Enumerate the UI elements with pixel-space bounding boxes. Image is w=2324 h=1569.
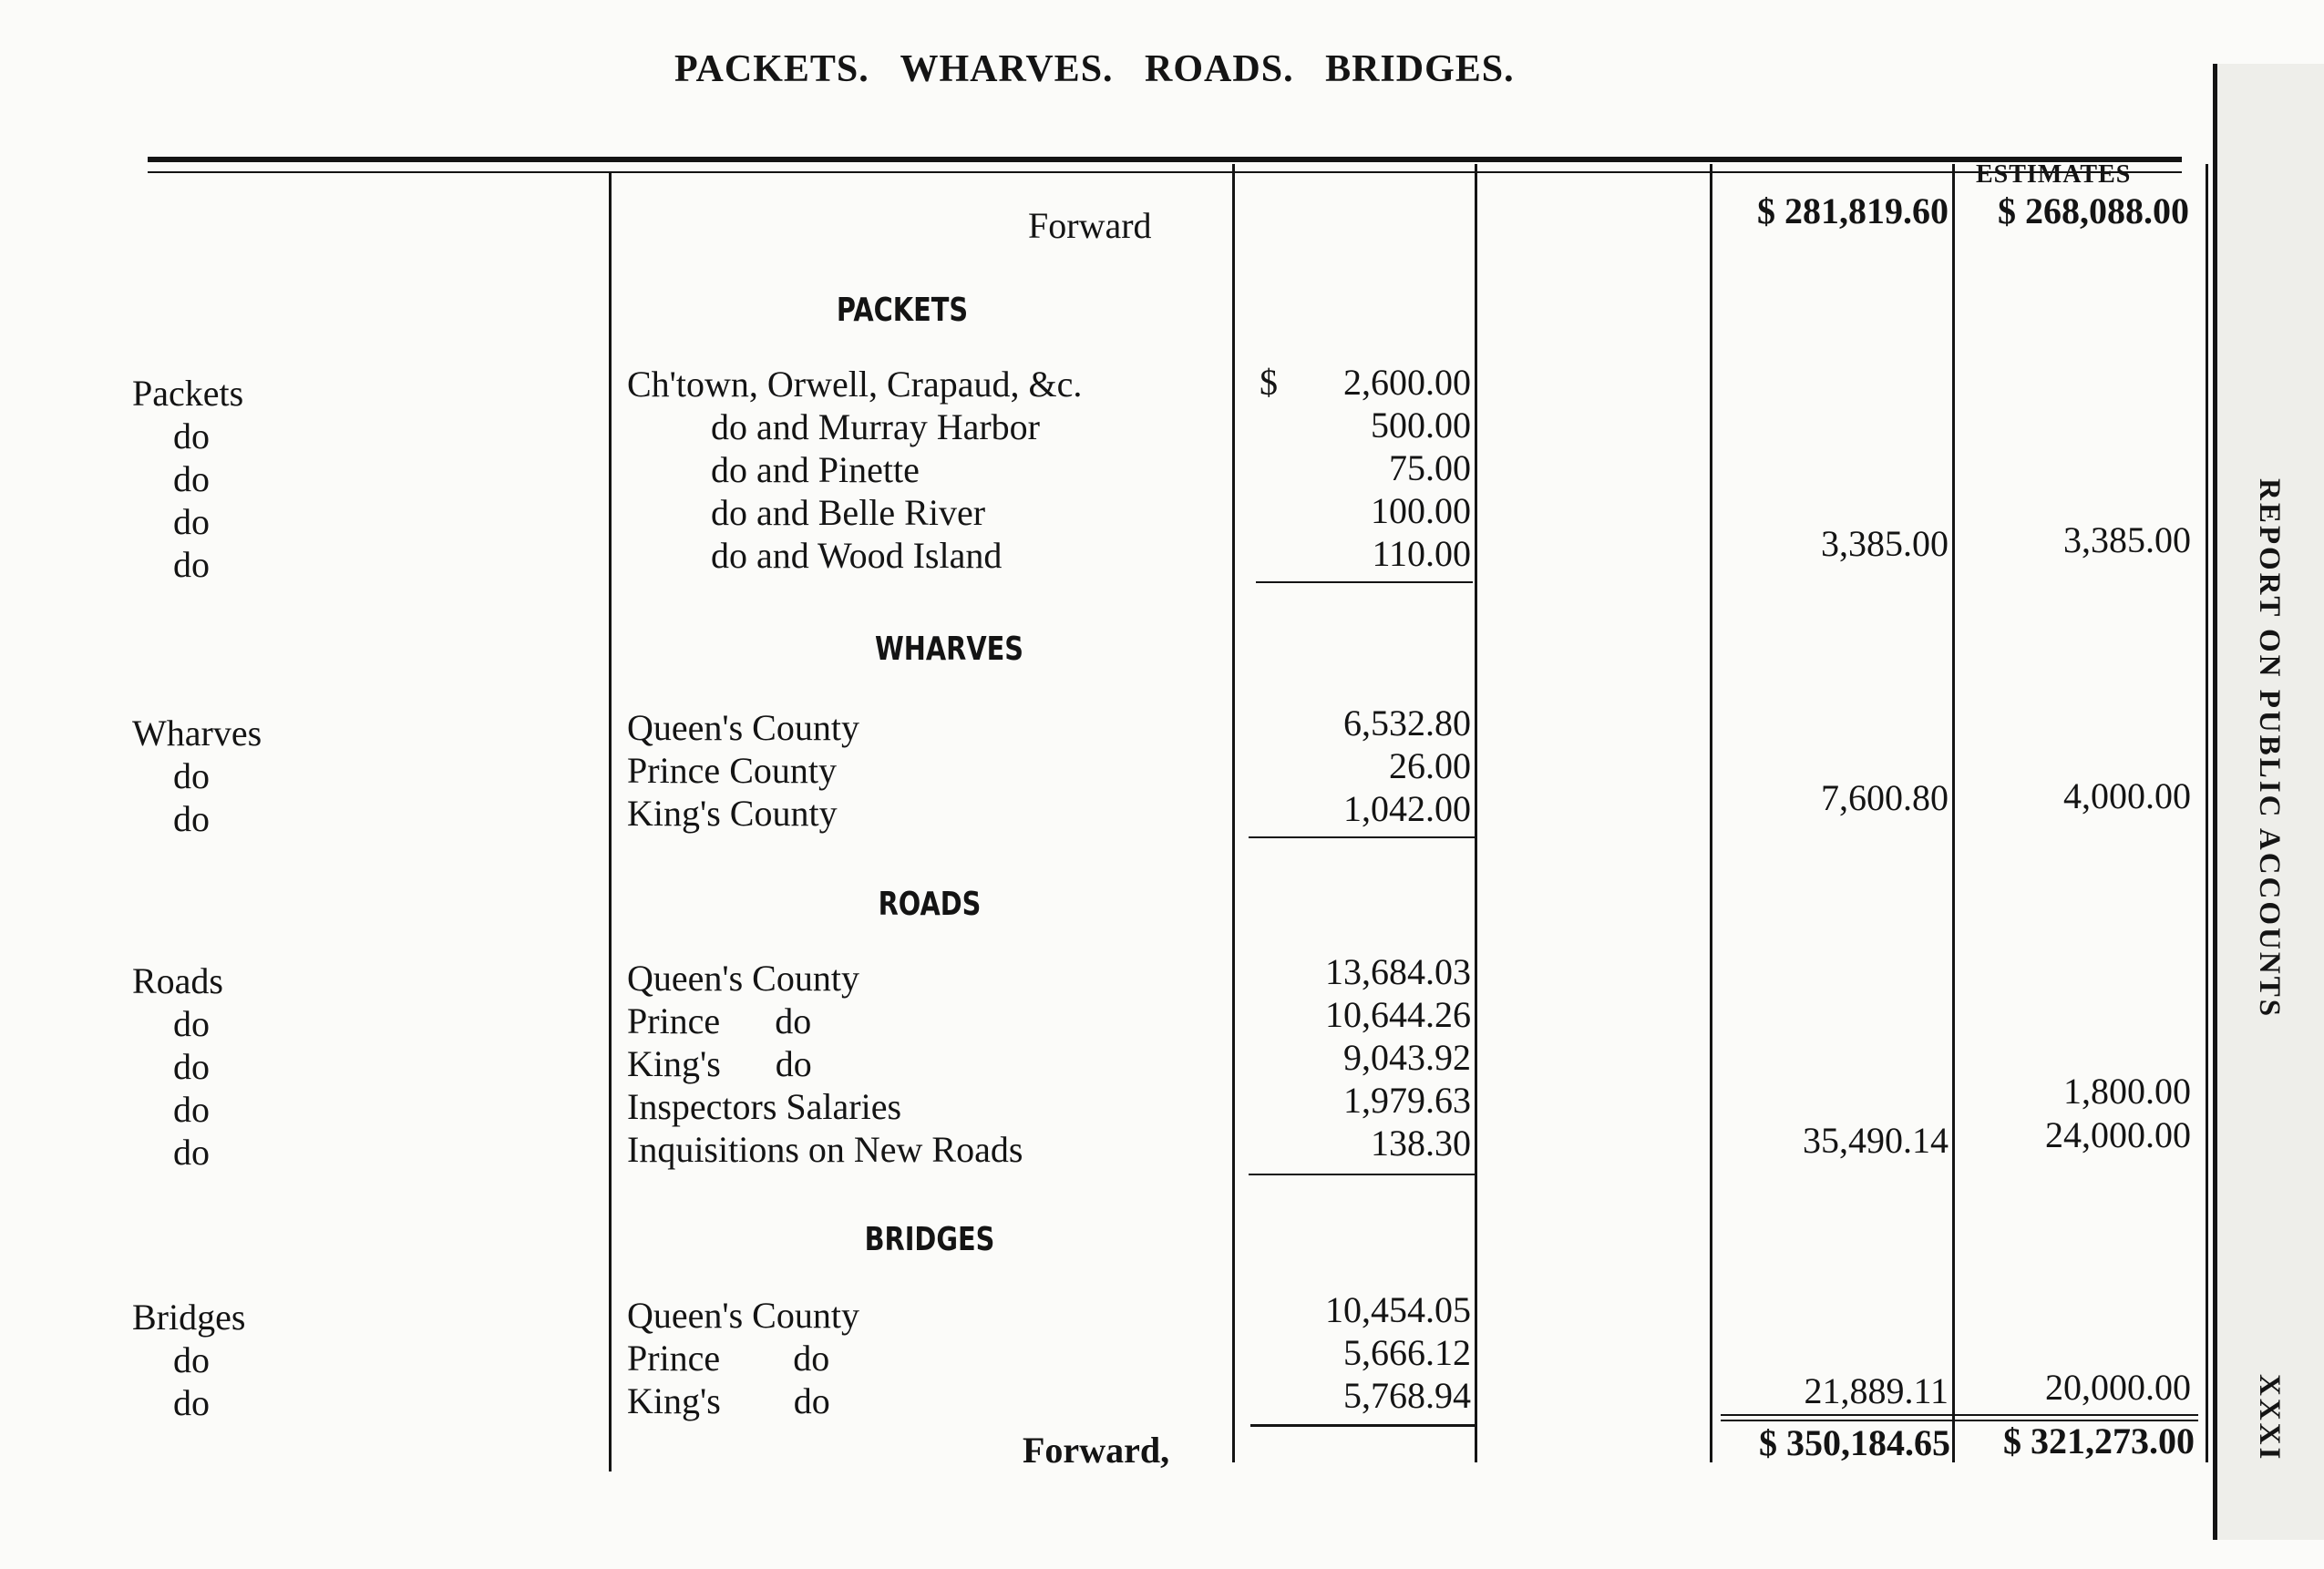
amount-value: 9,043.92 [1343,1037,1471,1078]
category-label: Roads [132,960,223,1001]
col-rule-est-right [2206,164,2208,1462]
side-caption: REPORT ON PUBLIC ACCOUNTS [2253,478,2286,1020]
section-estimate: 3,385.00 [2063,519,2191,560]
top-rule-thick [148,157,2182,162]
category-label: do [173,1089,210,1130]
amount-value: 1,979.63 [1343,1080,1471,1121]
col-rule-amt-right [1475,164,1477,1462]
section-total: 21,889.11 [1804,1370,1949,1411]
amount-value: 13,684.03 [1325,951,1471,992]
page-header: PACKETS. WHARVES. ROADS. BRIDGES. [674,48,1515,90]
amount-value: 138.30 [1371,1123,1471,1164]
section-total: 3,385.00 [1821,523,1949,564]
section-title-bridges: BRIDGES [864,1221,995,1258]
section-total: 7,600.80 [1821,777,1949,818]
amount-value: 75.00 [1389,447,1471,488]
top-rule-thin [148,171,2182,173]
item-label: Prince do [627,1338,830,1379]
amount-value: 2,600.00 [1343,362,1471,403]
category-label: Bridges [132,1297,246,1338]
col-rule-amt-left [1232,164,1235,1462]
amount-value: 100.00 [1371,490,1471,531]
forward-total-bottom: $ 350,184.65 [1759,1422,1950,1463]
category-label: Packets [132,373,244,414]
category-label: do [173,501,210,542]
section-estimate: 20,000.00 [2045,1367,2191,1408]
subtotal-rule [1249,836,1475,838]
section-title-roads: ROADS [878,886,982,923]
item-label: do and Belle River [711,492,986,533]
category-label: do [173,1003,210,1044]
extra-estimate: 1,800.00 [2063,1071,2191,1112]
estimates-header: ESTIMATES [1976,160,2132,189]
item-label: Ch'town, Orwell, Crapaud, &c. [627,364,1083,405]
category-label: do [173,1339,210,1380]
category-label: do [173,755,210,796]
amount-value: 110.00 [1372,533,1471,574]
amount-value: 26.00 [1389,745,1471,786]
dollar-sign: $ [1260,362,1278,403]
category-label: do [173,1382,210,1423]
subtotal-rule [1250,1424,1475,1427]
amount-value: 10,454.05 [1325,1289,1471,1330]
category-label: do [173,415,210,456]
section-estimate: 24,000.00 [2045,1114,2191,1155]
item-label: King's do [627,1043,812,1084]
page-number: XXXI [2253,1374,2286,1462]
col-rule-total-right [1952,164,1955,1462]
item-label: do and Pinette [711,449,920,490]
section-total: 35,490.14 [1803,1120,1949,1161]
forward-total-top: $ 281,819.60 [1757,190,1949,231]
subtotal-rule [1249,1174,1475,1175]
category-label: do [173,544,210,585]
forward-estimate-bottom: $ 321,273.00 [2003,1420,2195,1461]
amount-value: 5,666.12 [1343,1332,1471,1373]
subtotal-rule [1256,581,1473,583]
item-label: Queen's County [627,1295,859,1336]
item-label: Prince County [627,750,837,791]
item-label: King's County [627,793,838,834]
item-label: Queen's County [627,958,859,999]
amount-value: 1,042.00 [1343,788,1471,829]
category-label: do [173,1132,210,1173]
forward-label-top: Forward [1028,205,1152,246]
amount-value: 10,644.26 [1325,994,1471,1035]
amount-value: 5,768.94 [1343,1375,1471,1416]
category-label: do [173,1046,210,1087]
item-label: do and Murray Harbor [711,406,1040,447]
section-estimate: 4,000.00 [2063,775,2191,816]
item-label: do and Wood Island [711,535,1003,576]
col-rule-total-left [1710,164,1712,1462]
forward-label-bottom: Forward, [1023,1430,1170,1471]
item-label: Inquisitions on New Roads [627,1129,1023,1170]
item-label: Inspectors Salaries [627,1086,902,1127]
category-label: do [173,458,210,499]
category-label: Wharves [132,713,262,754]
total-rule [1721,1414,2198,1416]
section-title-packets: PACKETS [836,292,969,329]
item-label: Queen's County [627,707,859,748]
item-label: King's do [627,1380,830,1421]
amount-value: 500.00 [1371,405,1471,446]
forward-estimate-top: $ 268,088.00 [1998,190,2189,231]
amount-value: 6,532.80 [1343,702,1471,743]
category-label: do [173,798,210,839]
col-rule-desc [609,173,612,1472]
section-title-wharves: WHARVES [875,631,1024,668]
item-label: Prince do [627,1000,812,1041]
